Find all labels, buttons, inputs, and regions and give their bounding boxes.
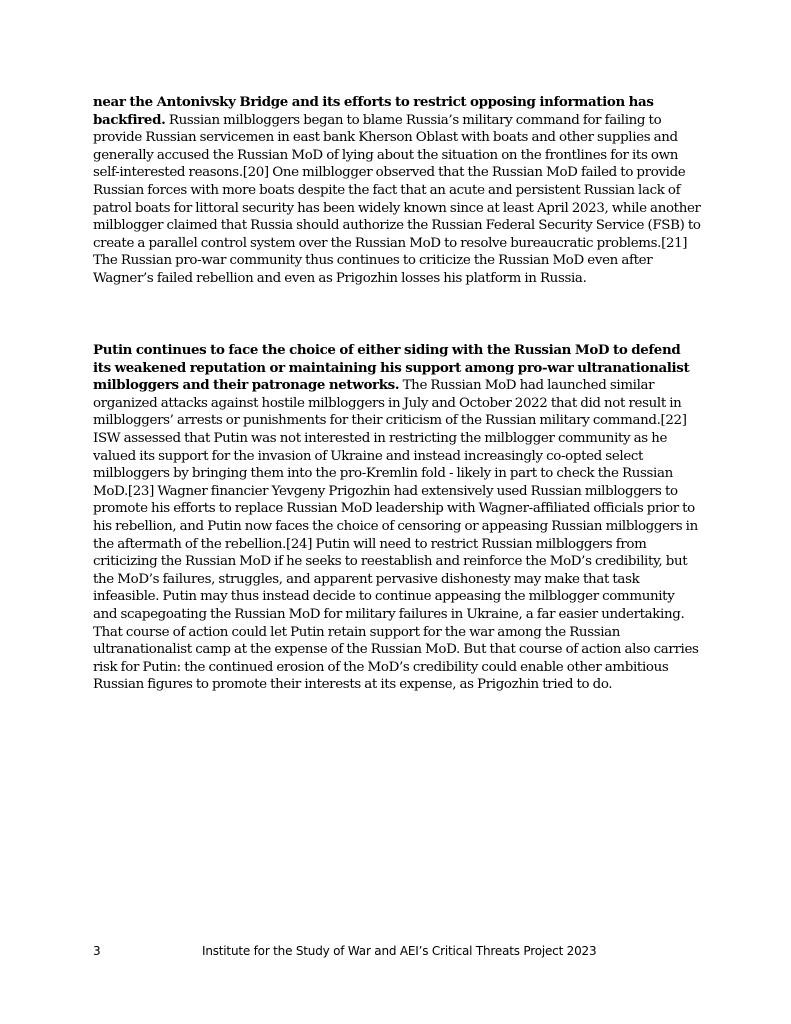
page-number: 3 — [93, 944, 101, 958]
page-footer — [0, 944, 791, 964]
paragraph-2-body: The Russian MoD had launched similar organized attacks against hostile milbloggers in July and October 2022 that did not result in milbloggers’ arrests or punishments for their criticism of the Russian military command.[22] ISW assessed that Putin was not interested in restricting the milblogger community as he valued its support for the invasion of Ukraine and instead increasingly co-opted select milbloggers by bringing them into the pro-Kremlin fold - likely in part to check the Russian MoD.[23] Wagner financier Yevgeny Prigozhin had extensively used Russian milbloggers to promote his efforts to replace Russian MoD leadership with Wagner-affiliated officials prior to his rebellion, and Putin now faces the choice of censoring or appeasing Russian milbloggers in the aftermath of the rebellion.[24] Putin will need to restrict Russian milbloggers from criticizing the Russian MoD if he seeks to reestablish and reinforce the MoD’s credibility, but the MoD’s failures, struggles, and apparent pervasive dishonesty may make that task infeasible. Putin may thus instead decide to continue appeasing the milblogger community and scapegoating the Russian MoD for military failures in Ukraine, a far easier undertaking. That course of action could let Putin retain support for the war among the Russian ultranationalist camp at the expense of the Russian MoD. But that course of action also carries risk for Putin: the continued erosion of the MoD’s credibility could enable other ambitious Russian figures to promote their interests at its expense, as Prigozhin tried to do. — [93, 378, 699, 693]
paragraph-2-lead: Putin continues to face the choice of either siding with the Russian MoD to defend its weakened reputation or maintaining his support among pro-war ultranationalist milbloggers and their patronage networks. — [93, 342, 690, 394]
footer-text: Institute for the Study of War and AEI’s Critical Threats Project 2023 — [202, 944, 597, 958]
paragraph-1-lead: near the Antonivsky Bridge and its efforts to restrict opposing information has backfired. — [93, 94, 654, 128]
paragraph-1 — [93, 94, 701, 288]
paragraph-1-body: Russian milbloggers began to blame Russia’s military command for failing to provide Russian servicemen in east bank Kherson Oblast with boats and other supplies and generally accused the Russian MoD of lying about the situation on the frontlines for its own self-interested reasons.[20] One milblogger observed that the Russian MoD failed to provide Russian forces with more boats despite the fact that an acute and persistent Russian lack of patrol boats for littoral security has been widely known since at least April 2023, while another milblogger claimed that Russia should authorize the Russian Federal Security Service (FSB) to create a parallel control system over the Russian MoD to resolve bureaucratic problems.[21] The Russian pro-war community thus continues to criticize the Russian MoD even after Wagner’s failed rebellion and even as Prigozhin losses his platform in Russia. — [93, 112, 701, 286]
paragraph-2 — [93, 342, 701, 694]
